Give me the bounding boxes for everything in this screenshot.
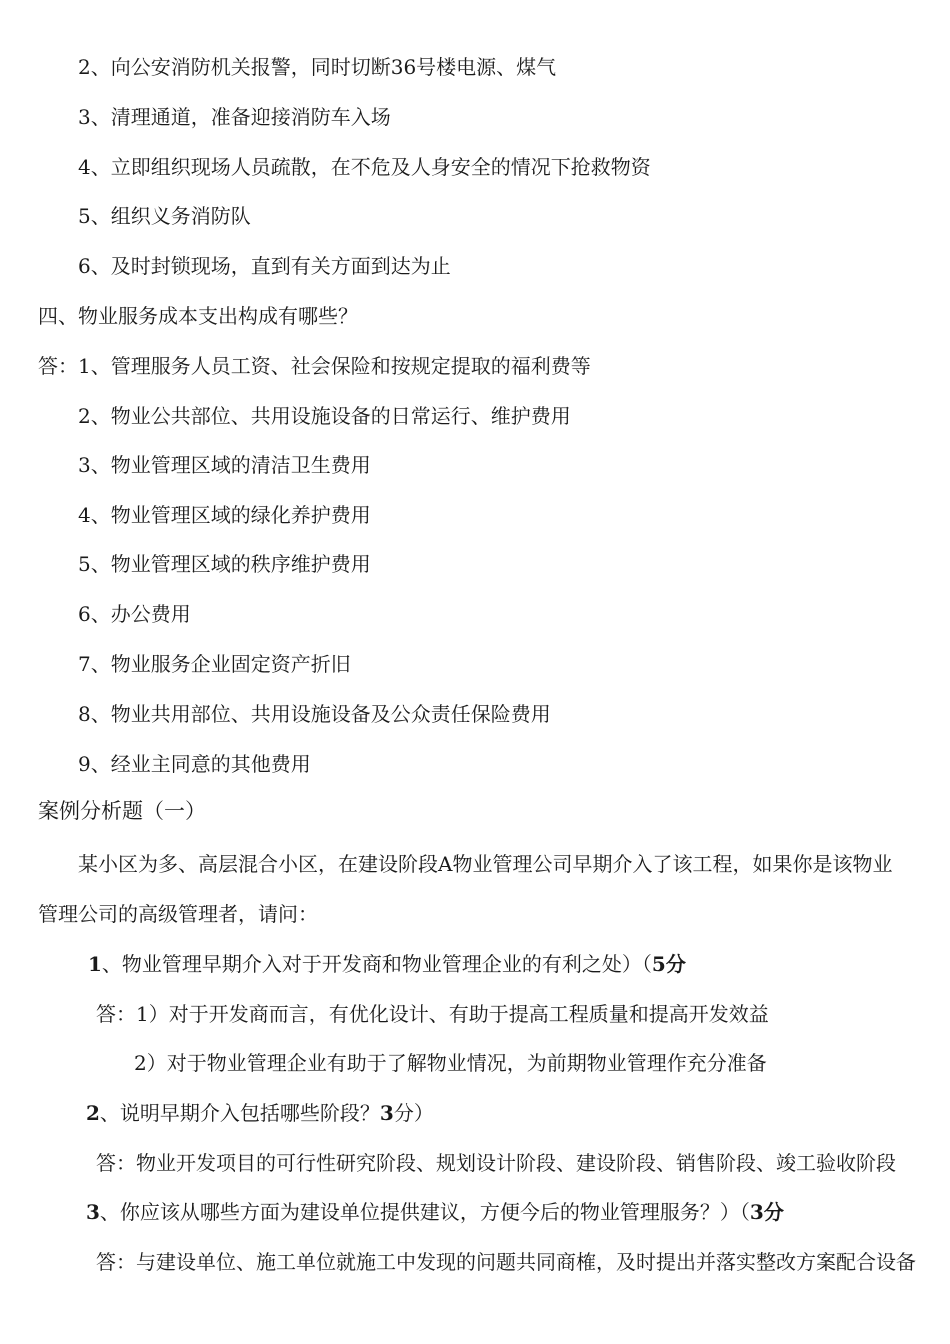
fire-step-3: 3、清理通道，准备迎接消防车入场 [78, 105, 391, 129]
question-number: 3 [86, 1200, 100, 1224]
case-question-1 [88, 951, 686, 977]
section4-answer-first [38, 353, 591, 379]
question-text: 、你应该从哪些方面为建设单位提供建议，方便今后的物业管理服务？）（ [99, 1200, 750, 1224]
case-heading: 案例分析题（一） [38, 799, 206, 823]
question-number: 1 [88, 952, 102, 976]
case-intro-line1: 某小区为多、高层混合小区，在建设阶段A物业管理公司早期介入了该工程，如果你是该物业 [78, 852, 893, 876]
case-answer-1b: 2）对于物业管理企业有助于了解物业情况，为前期物业管理作充分准备 [134, 1051, 767, 1075]
cost-item-8: 8、物业共用部位、共用设施设备及公众责任保险费用 [78, 702, 551, 726]
question-text: 、物业管理早期介入对于开发商和物业管理企业的有利之处）（ [101, 952, 652, 976]
cost-item-3: 3、物业管理区域的清洁卫生费用 [78, 453, 371, 477]
question-score: 3分 [749, 1200, 784, 1224]
cost-item-1: 1、管理服务人员工资、社会保险和按规定提取的福利费等 [78, 354, 591, 378]
cost-item-9: 9、经业主同意的其他费用 [78, 752, 311, 776]
cost-item-6: 6、办公费用 [78, 602, 191, 626]
question-text: 、说明早期介入包括哪些阶段？ [99, 1101, 380, 1125]
question-score: 3 [379, 1101, 394, 1125]
question-score-unit: 分） [393, 1101, 434, 1125]
section4-question: 四、物业服务成本支出构成有哪些？ [38, 304, 358, 328]
fire-step-4: 4、立即组织现场人员疏散，在不危及人身安全的情况下抢救物资 [78, 155, 651, 179]
cost-item-2: 2、物业公共部位、共用设施设备的日常运行、维护费用 [78, 404, 571, 428]
fire-step-2: 2、向公安消防机关报警，同时切断36号楼电源、煤气 [78, 55, 557, 79]
case-question-3 [86, 1199, 784, 1225]
answer-prefix: 答： [38, 354, 78, 378]
cost-item-4: 4、物业管理区域的绿化养护费用 [78, 503, 371, 527]
cost-item-5: 5、物业管理区域的秩序维护费用 [78, 552, 371, 576]
case-answer-1a: 答：1）对于开发商而言，有优化设计、有助于提高工程质量和提高开发效益 [96, 1002, 769, 1026]
fire-step-5: 5、组织义务消防队 [78, 204, 251, 228]
question-score: 5分 [651, 952, 686, 976]
fire-step-6: 6、及时封锁现场，直到有关方面到达为止 [78, 254, 451, 278]
question-number: 2 [86, 1101, 100, 1125]
case-intro-line2: 管理公司的高级管理者，请问： [38, 902, 318, 926]
case-answer-3: 答：与建设单位、施工单位就施工中发现的问题共同商榷，及时提出并落实整改方案配合设备 [96, 1250, 916, 1274]
cost-item-7: 7、物业服务企业固定资产折旧 [78, 652, 351, 676]
case-answer-2: 答：物业开发项目的可行性研究阶段、规划设计阶段、建设阶段、销售阶段、竣工验收阶段 [96, 1151, 896, 1175]
case-question-2 [86, 1100, 434, 1126]
